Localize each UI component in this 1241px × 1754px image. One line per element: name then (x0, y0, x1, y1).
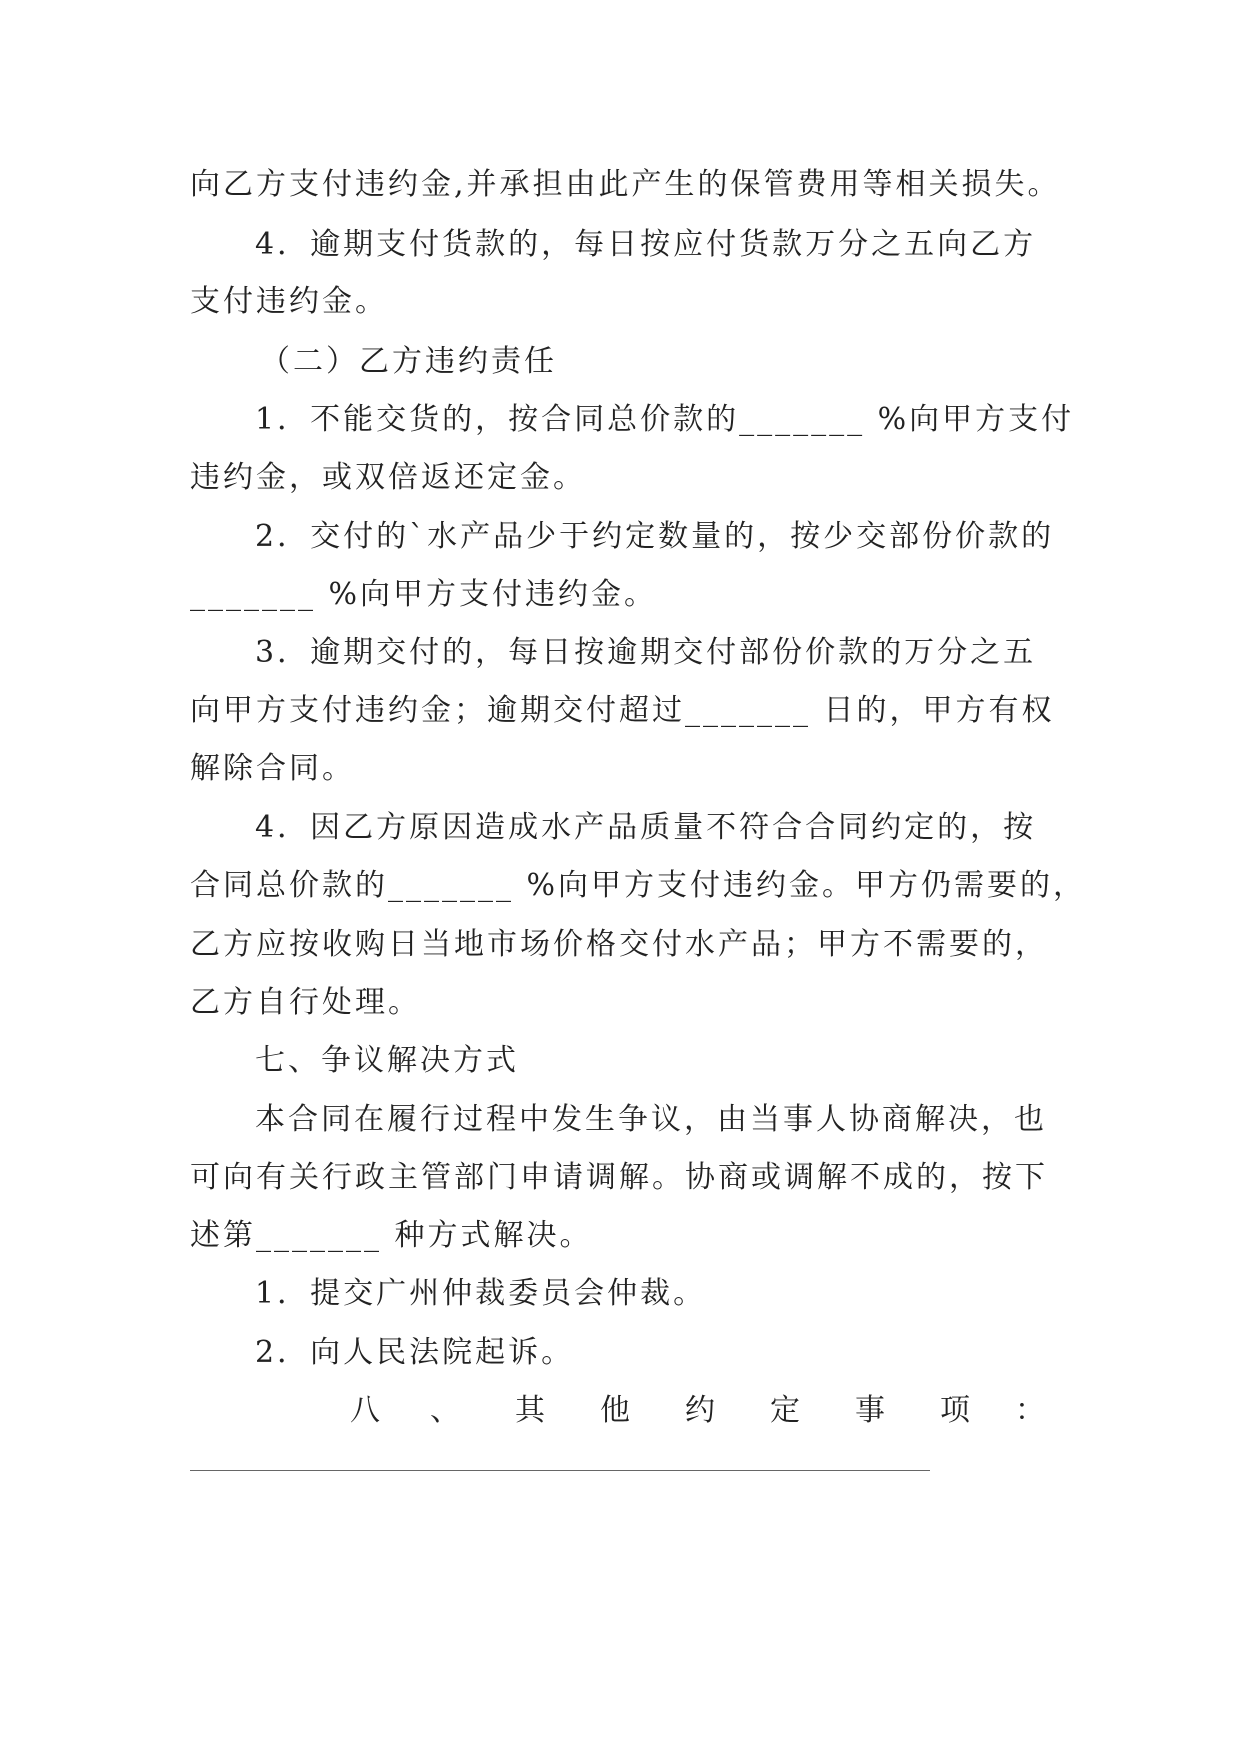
paragraph-line: 1．提交广州仲裁委员会仲裁。 (255, 1276, 707, 1311)
heading-char: 、 (430, 1393, 460, 1428)
section-heading-other-terms (190, 1391, 1045, 1431)
paragraph-line: 向乙方支付违约金,并承担由此产生的保管费用等相关损失。 (190, 167, 1061, 202)
heading-char: 其 (515, 1393, 545, 1428)
paragraph-line: 支付违约金。 (190, 284, 388, 319)
heading-char: 事 (855, 1393, 885, 1428)
paragraph-line: 4．逾期支付货款的，每日按应付货款万分之五向乙方 (255, 227, 1037, 262)
heading-char: 约 (685, 1393, 715, 1428)
paragraph-line: 2．交付的`水产品少于约定数量的，按少交部份价款的 (255, 519, 1055, 554)
paragraph-line: 4．因乙方原因造成水产品质量不符合合同约定的，按 (255, 810, 1037, 845)
section-heading: 七、争议解决方式 (255, 1043, 519, 1078)
paragraph-line: 述第_______ 种方式解决。 (190, 1218, 593, 1253)
paragraph-line: 乙方应按收购日当地市场价格交付水产品；甲方不需要的， (190, 927, 1048, 962)
paragraph-line: 合同总价款的_______ %向甲方支付违约金。甲方仍需要的， (190, 868, 1087, 903)
paragraph-line: 乙方自行处理。 (190, 985, 421, 1020)
heading-char: 八 (350, 1393, 380, 1428)
heading-char: 他 (600, 1393, 630, 1428)
paragraph-line: 本合同在履行过程中发生争议，由当事人协商解决，也 (255, 1102, 1047, 1137)
paragraph-line: 3．逾期交付的，每日按逾期交付部份价款的万分之五 (255, 635, 1037, 670)
fill-in-underline (190, 1470, 930, 1471)
paragraph-line: 可向有关行政主管部门申请调解。协商或调解不成的，按下 (190, 1160, 1048, 1195)
paragraph-line: 向甲方支付违约金；逾期交付超过_______ 日的，甲方有权 (190, 693, 1055, 728)
heading-char: 项 (940, 1393, 970, 1428)
heading-char: 定 (770, 1393, 800, 1428)
paragraph-line: 违约金，或双倍返还定金。 (190, 460, 586, 495)
paragraph-line: 1．不能交货的，按合同总价款的_______ %向甲方支付 (255, 402, 1075, 437)
paragraph-line: 解除合同。 (190, 751, 355, 786)
paragraph-line: _______ %向甲方支付违约金。 (190, 577, 658, 612)
paragraph-line: 2．向人民法院起诉。 (255, 1335, 575, 1370)
section-heading: （二）乙方违约责任 (260, 344, 557, 379)
heading-char: ： (1015, 1393, 1045, 1428)
